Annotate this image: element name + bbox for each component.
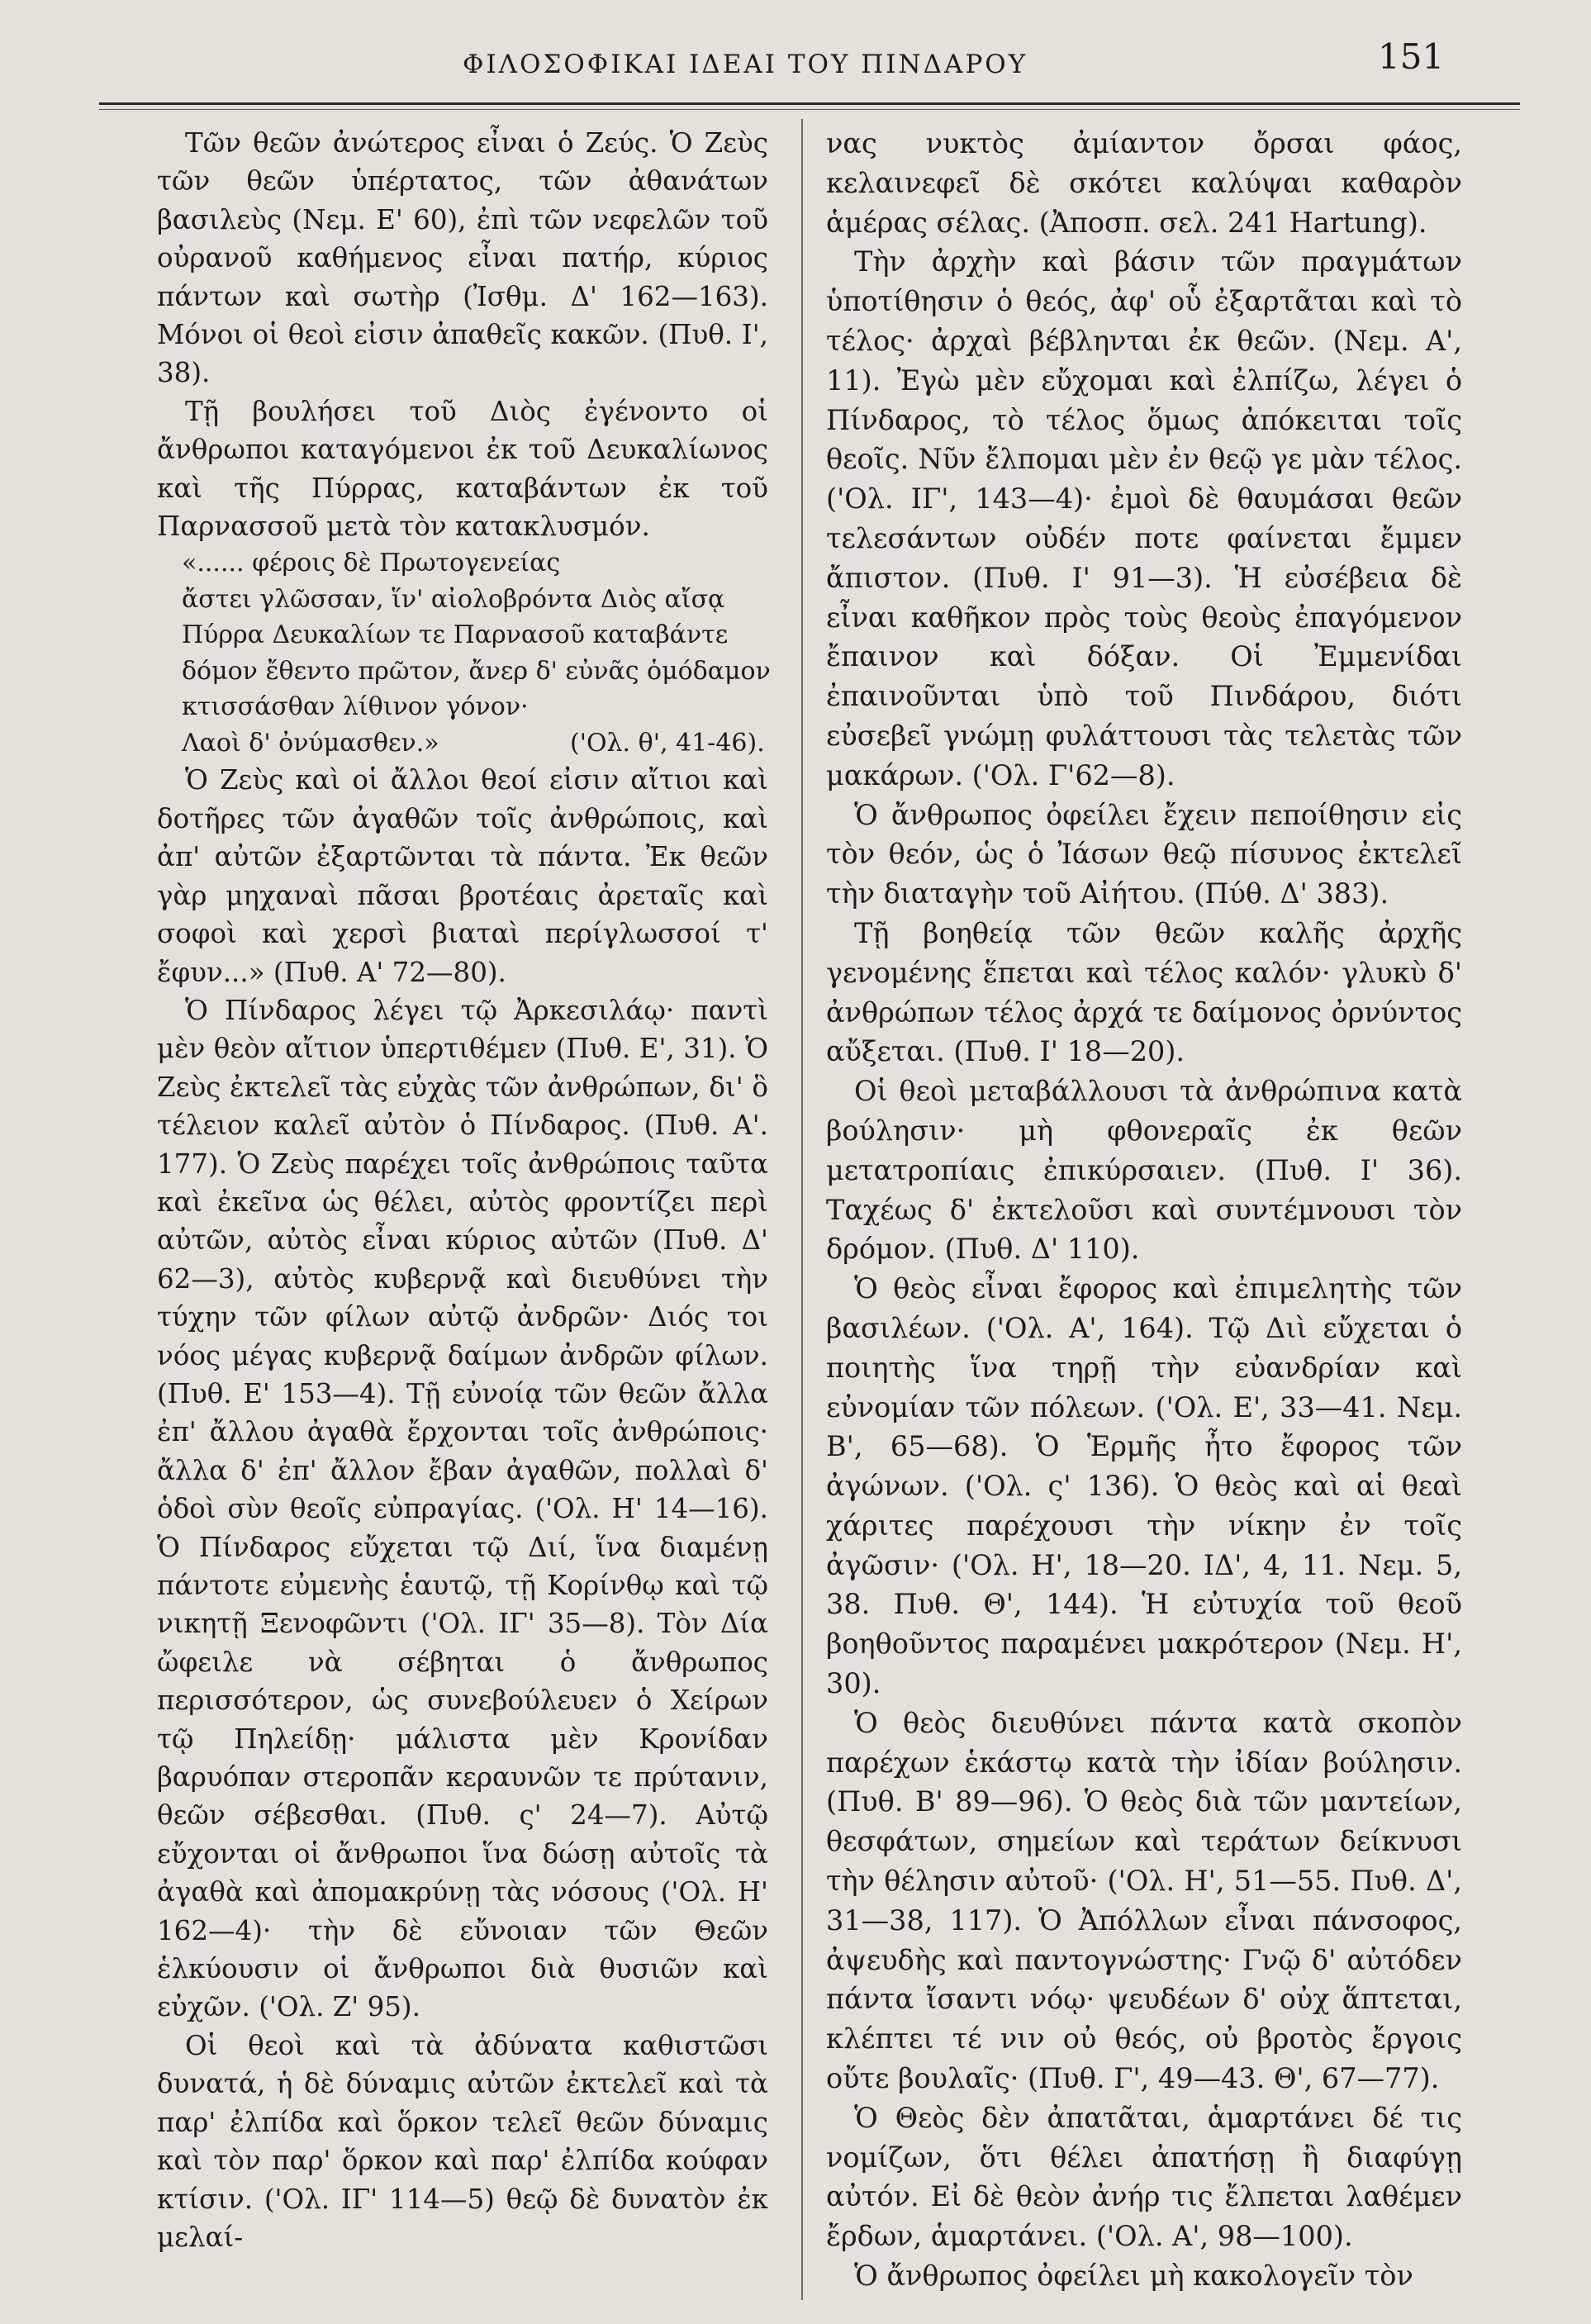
paragraph: Οἱ θεοὶ μεταβάλλουσι τὰ ἀνθρώπινα κατὰ βούλησιν· μὴ φθονεραῖς ἐκ θεῶν μετατροπίαις ἐπικύρσαιεν. (Πυθ. Ι' 36). Ταχέως δ' ἐκτελοῦσι καὶ συντέμνουσι τὸν δρόμον. (Πυθ. Δ' 110).	[826, 1075, 1462, 1266]
verse-last-line	[182, 725, 768, 762]
left-column	[157, 124, 771, 2256]
paragraph: Τῇ βοηθείᾳ τῶν θεῶν καλῆς ἀρχῆς γενομένης ἕπεται καὶ τέλος καλόν· γλυκὺ δ' ἀνθρώπων τέλος ἀρχά τε δαίμονος ὀρνύντος αὔξεται. (Πυθ. Ι' 18—20).	[826, 916, 1462, 1068]
verse-line: Λαοὶ δ' ὀνύμασθεν.»	[182, 728, 439, 758]
column-divider	[801, 119, 803, 2300]
paragraph: Ὁ θεὸς διευθύνει πάντα κατὰ σκοπὸν παρέχων ἑκάστῳ κατὰ τὴν ἰδίαν βούλησιν. (Πυθ. Β' 89—96). Ὁ θεὸς διὰ τῶν μαντείων, θεσφάτων, σημείων καὶ τεράτων δείκνυσι τὴν θέλησιν αὐτοῦ· ('Ολ. Η', 51—55. Πυθ. Δ', 31—38, 117). Ὁ Ἀπόλλων εἶναι πάνσοφος, ἀψευδὴς καὶ παντογνώστης· Γνῷ δ' αὐτόδεν πάντα ἴσαντι νόῳ· ψευδέων δ' οὐχ ἅπτεται, κλέπτει τέ νιν οὐ θεός, οὐ βροτὸς ἔργοις οὔτε βουλαῖς· (Πυθ. Γ', 49—43. Θ', 67—77).	[826, 1706, 1462, 2095]
paragraph: Τῇ βουλήσει τοῦ Διὸς ἐγένοντο οἱ ἄνθρωποι καταγόμενοι ἐκ τοῦ Δευκαλίωνος καὶ τῆς Πύρρας, καταβάντων ἐκ τοῦ Παρνασσοῦ μετὰ τὸν κατακλυσμόν.	[157, 395, 768, 543]
verse-line: Πύρρα Δευκαλίων τε Παρνασοῦ καταβάντε	[182, 620, 729, 650]
paragraph: νας νυκτὸς ἀμίαντον ὄρσαι φάος, κελαινεφεῖ δὲ σκότει καλύψαι καθαρὸν ἁμέρας σέλας. (Ἀποσπ. σελ. 241 Hartung).	[826, 127, 1462, 239]
right-column	[826, 124, 1462, 2296]
paragraph: Τῶν θεῶν ἀνώτερος εἶναι ὁ Ζεύς. Ὁ Ζεὺς τῶν θεῶν ὑπέρτατος, τῶν ἀθανάτων βασιλεὺς (Νεμ. Ε' 60), ἐπὶ τῶν νεφελῶν τοῦ οὐρανοῦ καθήμενος εἶναι πατήρ, κύριος πάντων καὶ σωτὴρ (Ἰσθμ. Δ' 162—163). Μόνοι οἱ θεοὶ εἰσιν ἀπαθεῖς κακῶν. (Πυθ. Ι', 38).	[157, 127, 768, 389]
verse-quotation	[157, 545, 771, 761]
paragraph: Ὁ ἄνθρωπος ὀφείλει μὴ κακολογεῖν τὸν	[854, 2260, 1413, 2293]
verse-reference: ('Ολ. θ', 41-46).	[570, 728, 765, 758]
header-rule-thin	[99, 109, 1520, 110]
header-rule	[99, 102, 1520, 105]
verse-line: δόμον ἔθεντο πρῶτον, ἄνερ δ' εὐνᾶς ὁμόδαμον	[182, 656, 771, 686]
paragraph: Ὁ θεὸς εἶναι ἔφορος καὶ ἐπιμελητὴς τῶν βασιλέων. ('Ολ. Α', 164). Τῷ Διὶ εὔχεται ὁ ποιητὴς ἵνα τηρῇ τὴν εὐανδρίαν καὶ εὐνομίαν τῶν πόλεων. ('Ολ. Ε', 33—41. Νεμ. Β', 65—68). Ὁ Ἑρμῆς ἦτο ἔφορος τῶν ἀγώνων. ('Ολ. ς' 136). Ὁ θεὸς καὶ αἱ θεαὶ χάριτες παρέχουσι τὴν νίκην ἐν τοῖς ἀγῶσιν· ('Ολ. Η', 18—20. ΙΔ', 4, 11. Νεμ. 5, 38. Πυθ. Θ', 144). Ἡ εὐτυχία τοῦ θεοῦ βοηθοῦντος παραμένει μακρότερον (Νεμ. Η', 30).	[826, 1272, 1462, 1700]
paragraph: Οἱ θεοὶ καὶ τὰ ἀδύνατα καθιστῶσι δυνατά, ἡ δὲ δύναμις αὐτῶν ἐκτελεῖ καὶ τὰ παρ' ἐλπίδα καὶ ὅρκον τελεῖ θεῶν δύναμις καὶ τὸν παρ' ὅρκον καὶ παρ' ἐλπίδα κούφαν κτίσιν. ('Ολ. ΙΓ' 114—5) θεῷ δὲ δυνατὸν ἐκ μελαί-	[157, 2029, 768, 2253]
paragraph: Ὁ Ζεὺς καὶ οἱ ἄλλοι θεοί εἰσιν αἴτιοι καὶ δοτῆρες τῶν ἀγαθῶν τοῖς ἀνθρώποις, καὶ ἀπ' αὐτῶν ἐξαρτῶνται τὰ πάντα. Ἐκ θεῶν γὰρ μηχαναὶ πᾶσαι βροτέαις ἀρεταῖς καὶ σοφοὶ καὶ χερσὶ βιαταὶ περίγλωσσοί τ' ἔφυν...» (Πυθ. Α' 72—80).	[157, 764, 768, 988]
paragraph: Τὴν ἀρχὴν καὶ βάσιν τῶν πραγμάτων ὑποτίθησιν ὁ θεός, ἀφ' οὗ ἐξαρτᾶται καὶ τὸ τέλος· ἀρχαὶ βέβληνται ἐκ θεῶν. (Νεμ. Α', 11). Ἐγὼ μὲν εὔχομαι καὶ ἐλπίζω, λέγει ὁ Πίνδαρος, τὸ τέλος ὅμως ἀπόκειται τοῖς θεοῖς. Νῦν ἔλπομαι μὲν ἐν θεῷ γε μὰν τέλος. ('Ολ. ΙΓ', 143—4)· ἐμοὶ δὲ θαυμάσαι θεῶν τελεσάντων οὐδέν ποτε φαίνεται ἔμμεν ἄπιστον. (Πυθ. Ι' 91—3). Ἡ εὐσέβεια δὲ εἶναι καθῆκον πρὸς τοὺς θεοὺς ἐπαγόμενον ἔπαινον καὶ δόξαν. Οἱ Ἐμμενίδαι ἐπαινοῦνται ὑπὸ τοῦ Πινδάρου, διότι εὐσεβεῖ γνώμῃ φυλάττουσι τὰς τελετὰς τῶν μακάρων. ('Ολ. Γ'62—8).	[826, 245, 1462, 791]
verse-line: «...... φέροις δὲ Πρωτογενείας	[182, 549, 561, 578]
paragraph: Ὁ Θεὸς δὲν ἀπατᾶται, ἁμαρτάνει δέ τις νομίζων, ὅτι θέλει ἀπατήσῃ ἢ διαφύγῃ αὐτόν. Εἰ δὲ θεὸν ἀνήρ τις ἔλπεται λαθέμεν ἔρδων, ἁμαρτάνει. ('Ολ. Α', 98—100).	[826, 2101, 1462, 2253]
running-title: ΦΙΛΟΣΟΦΙΚΑΙ ΙΔΕΑΙ ΤΟΥ ΠΙΝΔΑΡΟΥ	[463, 50, 1028, 79]
paragraph: Ὁ ἄνθρωπος ὀφείλει ἔχειν πεποίθησιν εἰς τὸν θεόν, ὡς ὁ Ἰάσων θεῷ πίσυνος ἐκτελεῖ τὴν διαταγὴν τοῦ Αἰήτου. (Πύθ. Δ' 383).	[826, 798, 1462, 910]
verse-line: κτισσάσθαν λίθινον γόνον·	[182, 692, 529, 722]
verse-line: ἄστει γλῶσσαν, ἵν' αἰολοβρόντα Διὸς αἴσᾳ	[182, 584, 725, 614]
paragraph: Ὁ Πίνδαρος λέγει τῷ Ἀρκεσιλάῳ· παντὶ μὲν θεὸν αἴτιον ὑπερτιθέμεν (Πυθ. Ε', 31). Ὁ Ζεὺς ἐκτελεῖ τὰς εὐχὰς τῶν ἀνθρώπων, δι' ὃ τέλειον καλεῖ αὐτὸν ὁ Πίνδαρος. (Πυθ. Α'. 177). Ὁ Ζεὺς παρέχει τοῖς ἀνθρώποις ταῦτα καὶ ἐκεῖνα ὡς θέλει, αὐτὸς φροντίζει περὶ αὐτῶν, αὐτὸς εἶναι κύριος αὐτῶν (Πυθ. Δ' 62—3), αὐτὸς κυβερνᾷ καὶ διευθύνει τὴν τύχην τῶν φίλων αὐτῷ ἀνδρῶν· Διός τοι νόος μέγας κυβερνᾷ δαίμων ἀνδρῶν φίλων. (Πυθ. Ε' 153—4). Τῇ εὐνοίᾳ τῶν θεῶν ἄλλα ἐπ' ἄλλου ἀγαθὰ ἔρχονται τοῖς ἀνθρώποις· ἄλλα δ' ἐπ' ἄλλον ἔβαν ἀγαθῶν, πολλαὶ δ' ὁδοὶ σὺν θεοῖς εὐπραγίας. ('Ολ. Η' 14—16). Ὁ Πίνδαρος εὔχεται τῷ Διί, ἵνα διαμένῃ πάντοτε εὐμενὴς ἑαυτῷ, τῇ Κορίνθῳ καὶ τῷ νικητῇ Ξενοφῶντι ('Ολ. ΙΓ' 35—8). Τὸν Δία ὤφειλε νὰ σέβηται ὁ ἄνθρωπος περισσότερον, ὡς συνεβούλευεν ὁ Χείρων τῷ Πηλείδῃ· μάλιστα μὲν Κρονίδαν βαρυόπαν στεροπᾶν κεραυνῶν τε πρύτανιν, θεῶν σέβεσθαι. (Πυθ. ς' 24—7). Αὐτῷ εὔχονται οἱ ἄνθρωποι ἵνα δώσῃ αὐτοῖς τὰ ἀγαθὰ καὶ ἀπομακρύνῃ τὰς νόσους ('Ολ. Η' 162—4)· τὴν δὲ εὔνοιαν τῶν Θεῶν ἑλκύουσιν οἱ ἄνθρωποι διὰ θυσιῶν καὶ εὐχῶν. ('Ολ. Ζ' 95).	[157, 994, 768, 2023]
page-number: 151	[1378, 36, 1445, 77]
